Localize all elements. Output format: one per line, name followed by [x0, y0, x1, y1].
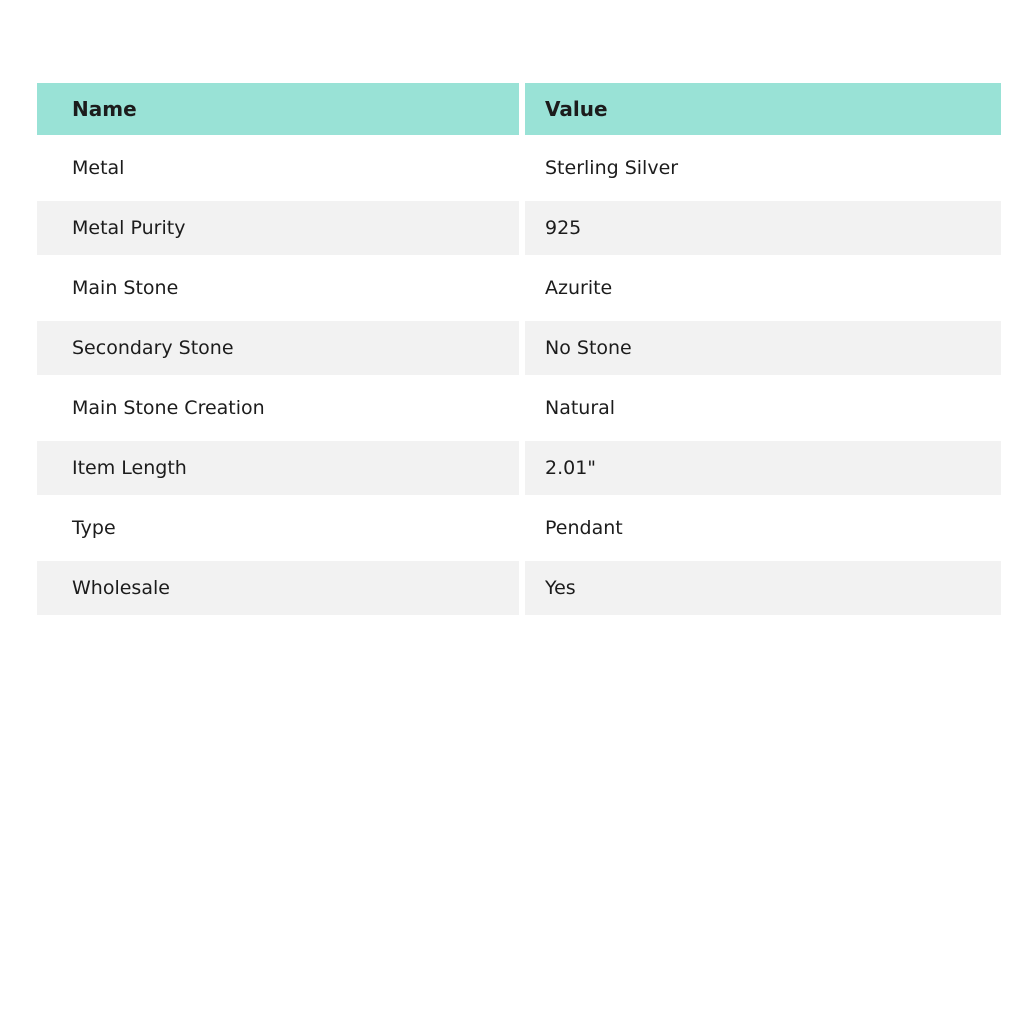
attribute-value-cell: 925 — [525, 195, 1001, 255]
attribute-value-cell: Azurite — [525, 255, 1001, 315]
product-attributes-table — [37, 83, 1001, 615]
column-header-name: Name — [37, 83, 525, 135]
table-row — [37, 435, 1001, 495]
attribute-value-cell: 2.01" — [525, 435, 1001, 495]
attribute-value-cell: Pendant — [525, 495, 1001, 555]
table-row — [37, 315, 1001, 375]
table-header — [37, 83, 1001, 135]
column-header-value: Value — [525, 83, 1001, 135]
attribute-name-cell: Secondary Stone — [37, 315, 525, 375]
attribute-name-cell: Main Stone Creation — [37, 375, 525, 435]
table-row — [37, 195, 1001, 255]
attribute-name-cell: Type — [37, 495, 525, 555]
table-row — [37, 255, 1001, 315]
table-row — [37, 495, 1001, 555]
table-row — [37, 555, 1001, 615]
attribute-name-cell: Main Stone — [37, 255, 525, 315]
header-row — [37, 83, 1001, 135]
attribute-name-cell: Metal Purity — [37, 195, 525, 255]
attribute-value-cell: No Stone — [525, 315, 1001, 375]
product-attributes-section — [37, 83, 1001, 615]
attribute-value-cell: Sterling Silver — [525, 135, 1001, 195]
table-row — [37, 375, 1001, 435]
attribute-value-cell: Natural — [525, 375, 1001, 435]
table-row — [37, 135, 1001, 195]
attribute-name-cell: Wholesale — [37, 555, 525, 615]
attribute-value-cell: Yes — [525, 555, 1001, 615]
attribute-name-cell: Item Length — [37, 435, 525, 495]
table-body — [37, 135, 1001, 615]
attribute-name-cell: Metal — [37, 135, 525, 195]
